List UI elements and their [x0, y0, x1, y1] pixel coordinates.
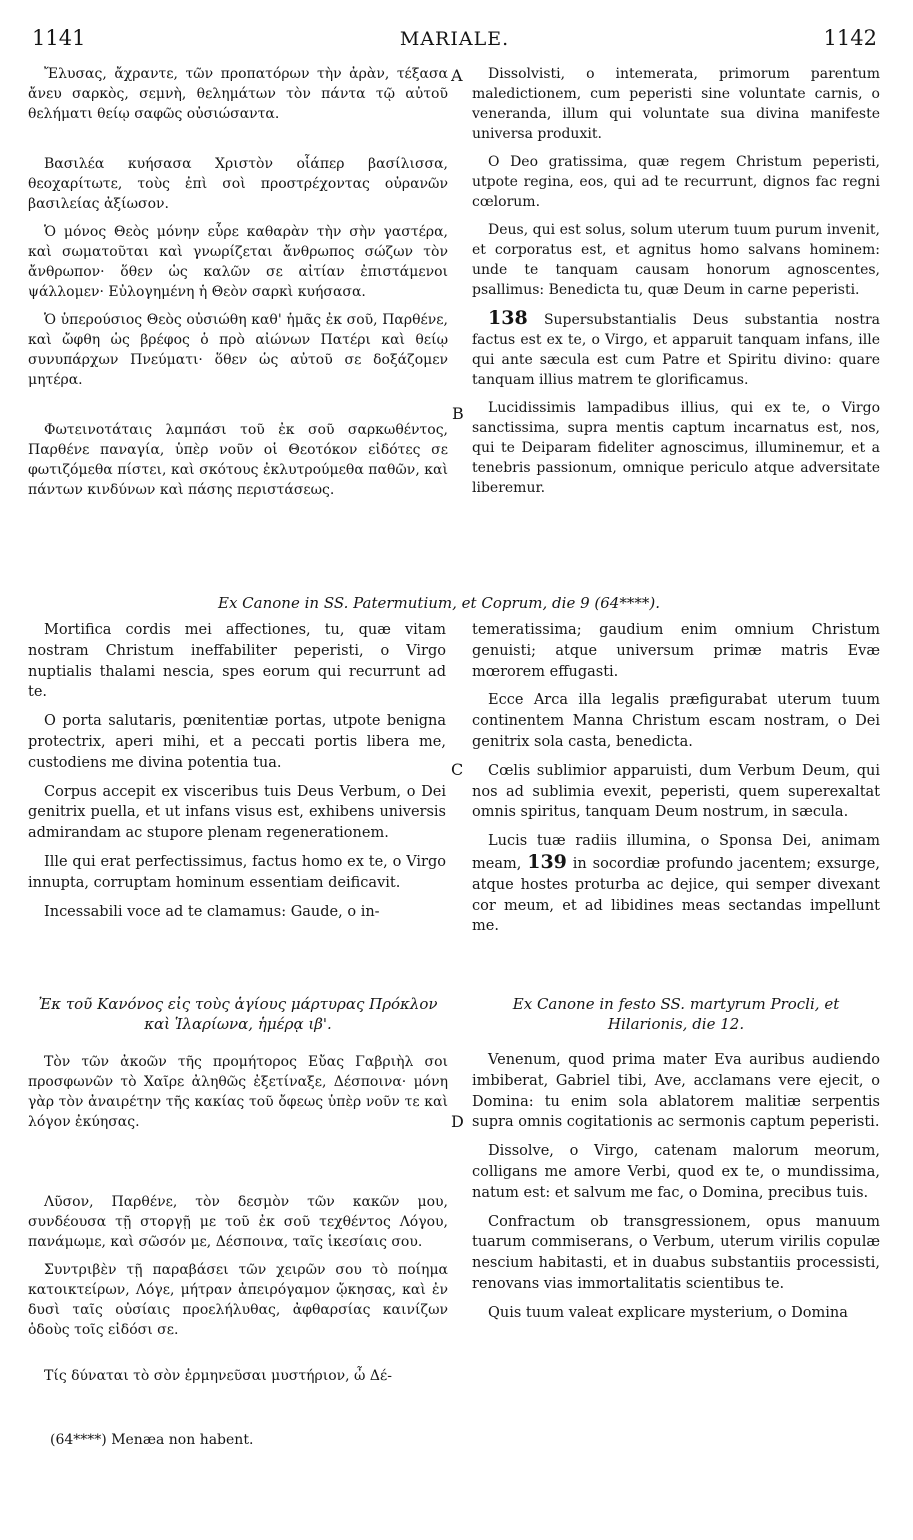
- latin-paragraph: O porta salutaris, pœnitentiæ portas, utpote benigna protectrix, aperi mihi, et a peccati portis libera me, custodiens me divina potentia tua.: [28, 713, 446, 771]
- running-title: MARIALE.: [399, 28, 510, 50]
- latin-paragraph: Mortifica cordis mei affectiones, tu, quæ vitam nostram Christum ineffabiliter peperisti, o Virgo nuptialis thalami nescia, spes eorum qui recurrunt ad te.: [28, 622, 446, 701]
- footnote: (64****) Menæa non habent.: [50, 1432, 254, 1448]
- greek-paragraph: Τίς δύναται τὸ σὸν ἑρμηνεῦσαι μυστήριον, ὦ Δέ-: [44, 1368, 393, 1384]
- section2-heading: Ex Canone in SS. Patermutium, et Coprum, die 9 (64****).: [218, 594, 660, 612]
- section3-greek-column: [28, 1052, 448, 1386]
- greek-paragraph: Βασιλέα κυήσασα Χριστὸν οἷάπερ βασίλισσα, θεοχαρίτωτε, τοὺς ἐπὶ σοὶ προστρέχοντας οὐρανῶν βασιλείας ἀξίωσον.: [28, 156, 448, 212]
- latin-paragraph: Venenum, quod prima mater Eva auribus audiendo imbiberat, Gabriel tibi, Ave, acclamans vere ejecit, o Domina: tu enim sola ablatorem malitiæ serpentis supra omnis cogitationis ac sermonis captum peperisti.: [472, 1052, 880, 1131]
- section3-latin-heading: Ex Canone in festo SS. martyrum Procli, et Hilarionis, die 12.: [512, 995, 840, 1033]
- latin-paragraph: Cœlis sublimior apparuisti, dum Verbum Deum, qui nos ad sublimia evexit, peperisti, quem superexaltat omnis spiritus, tanquam Deum nostrum, in sæcula.: [472, 762, 880, 821]
- page-number-right: 1142: [823, 26, 877, 50]
- latin-paragraph-138: [472, 308, 880, 390]
- latin-paragraph-text: Lucis tuæ radiis illumina, o Sponsa Dei, animam meam,: [472, 833, 880, 872]
- margin-marker-c: C: [451, 760, 464, 779]
- margin-marker-d: D: [451, 1112, 464, 1131]
- section3-latin-column: [472, 1050, 880, 1324]
- latin-paragraph: temeratissima; gaudium enim omnium Christum genuisti; atque universum primæ matris Evæ mœrorem effugasti.: [472, 622, 880, 680]
- column-number-138: 138: [488, 307, 528, 329]
- section2-right-column: [472, 620, 880, 937]
- latin-paragraph-text: Supersubstantialis Deus substantia nostra factus est ex te, o Virgo, et apparuit tanquam infans, ille qui ante sæcula est cum Patre et Spiritu divino: quare tanquam illius matrem te glorificamus.: [472, 312, 880, 388]
- latin-paragraph: Confractum ob transgressionem, opus manuum tuarum commiserans, o Verbum, uterum virilis copulæ nescium habitasti, et in duabus substantiis processisti, renovans vias immortalitatis scientibus te.: [472, 1213, 880, 1292]
- margin-marker-b: B: [452, 404, 464, 423]
- section2-left-column: [28, 620, 446, 922]
- latin-paragraph: Ille qui erat perfectissimus, factus homo ex te, o Virgo innupta, corruptam hominum essentiam deificavit.: [28, 853, 446, 891]
- page-header: [32, 26, 877, 56]
- latin-paragraph: Incessabili voce ad te clamamus: Gaude, o in-: [44, 903, 380, 920]
- latin-paragraph: Dissolve, o Virgo, catenam malorum meorum, colligans me amore Verbi, quod ex te, o mundissima, natum est: et salvum me fac, o Domina, precibus tuis.: [472, 1143, 880, 1201]
- greek-paragraph: Συντριβὲν τῇ παραβάσει τῶν χειρῶν σου τὸ ποίημα κατοικτείρων, Λόγε, μήτραν ἀπειρόγαμον ᾤκησας, καὶ ἐν δυσὶ ταῖς οὐσίαις προελήλυθας, ἀφθαρσίας καινίζων ὁδοὺς τοῖς εἰδόσι σε.: [28, 1262, 448, 1338]
- latin-paragraph: Lucidissimis lampadibus illius, qui ex te, o Virgo sanctissima, supra mentis captum incarnatus est, nos, qui te Deiparam fideliter agnoscimus, illuminemur, et a tenebris passionum, omnique periculo atque adversitate liberemur.: [472, 400, 880, 496]
- greek-paragraph: Λῦσον, Παρθένε, τὸν δεσμὸν τῶν κακῶν μου, συνδέουσα τῇ στοργῇ με τοῦ ἐκ σοῦ τεχθέντος Λόγου, πανάμωμε, καὶ σῶσόν με, Δέσποινα, ταῖς ἱκεσίαις σου.: [28, 1194, 448, 1250]
- greek-paragraph: Ὁ μόνος Θεὸς μόνην εὗρε καθαρὰν τὴν σὴν γαστέρα, καὶ σωματοῦται καὶ γνωρίζεται ἄνθρωπος σώζων τὸν ἄνθρωπον· ὅθεν ὡς καλῶν σε αἰτίαν ἐπιστάμενοι ψάλλομεν· Εὐλογημένη ἡ Θεὸν σαρκὶ κυήσασα.: [28, 224, 448, 300]
- latin-paragraph: Ecce Arca illa legalis præfigurabat uterum tuum continentem Manna Christum escam nostram, o Dei genitrix sola casta, benedicta.: [472, 692, 880, 750]
- latin-paragraph-text: in socordiæ profundo jacentem; exsurge, atque hostes proturba ac dejice, qui semper divexant cor meum, et ad libidines meas sectandas impellunt me.: [472, 855, 880, 935]
- latin-paragraph: Dissolvisti, o intemerata, primorum parentum maledictionem, cum peperisti sine voluntate carnis, o veneranda, illum qui voluntate sua divina manifeste universa produxit.: [472, 66, 880, 142]
- greek-paragraph: Τὸν τῶν ἀκοῶν τῆς προμήτορος Εὔας Γαβριὴλ σοι προσφωνῶν τὸ Χαῖρε ἀληθῶς ἐξετίναξε, Δέσποινα· μόνη γὰρ τὸν ἀναιρέτην τῆς κακίας τοῦ ὄφεως ὑπὲρ νοῦν τε καὶ λόγον ἐκύησας.: [28, 1054, 448, 1130]
- section1-greek-column: [28, 64, 448, 500]
- greek-paragraph: Φωτεινοτάταις λαμπάσι τοῦ ἐκ σοῦ σαρκωθέντος, Παρθένε παναγία, ὑπὲρ νοῦν οἱ Θεοτόκον εἰδότες σε φωτιζόμεθα πίστει, καὶ σκότους ἐκλυτρούμεθα παθῶν, καὶ πάντων κινδύνων καὶ πάσης περιστάσεως.: [28, 422, 448, 498]
- latin-paragraph-139: [472, 831, 880, 937]
- margin-marker-a: A: [451, 66, 463, 85]
- page-number-left: 1141: [32, 26, 86, 50]
- greek-paragraph: Ἔλυσας, ἄχραντε, τῶν προπατόρων τὴν ἀρὰν, τέξασα ἄνευ σαρκὸς, σεμνὴ, θελημάτων τὸν πάντα τῷ αὐτοῦ θελήματι θείῳ σαφῶς οὐσιώσαντα.: [28, 66, 448, 122]
- greek-paragraph: Ὁ ὑπερούσιος Θεὸς οὐσιώθη καθ' ἡμᾶς ἐκ σοῦ, Παρθένε, καὶ ὤφθη ὡς βρέφος ὁ πρὸ αἰώνων Πατέρι καὶ θείῳ συνυπάρχων Πνεύματι· ὅθεν ὡς αὐτοῦ σε δοξάζομεν μητέρα.: [28, 312, 448, 388]
- latin-paragraph: O Deo gratissima, quæ regem Christum peperisti, utpote regina, eos, qui ad te recurrunt, dignos fac regni cœlorum.: [472, 154, 880, 210]
- section3-greek-heading: Ἐκ τοῦ Κανόνος εἰς τοὺς ἁγίους μάρτυρας Πρόκλον καὶ Ἱλαρίωνα, ἡμέρᾳ ιβ'.: [38, 995, 438, 1033]
- latin-paragraph: Quis tuum valeat explicare mysterium, o Domina: [488, 1304, 848, 1321]
- section1-latin-column: [472, 64, 880, 498]
- column-number-139: 139: [527, 850, 567, 873]
- latin-paragraph: Corpus accepit ex visceribus tuis Deus Verbum, o Dei genitrix puella, et ut infans visus est, exhibens universis admirandam ac stupore plenam regenerationem.: [28, 783, 446, 842]
- latin-paragraph: Deus, qui est solus, solum uterum tuum purum invenit, et corporatus est, et agnitus homo salvans hominem: unde te tanquam causam honorum agnoscentes, psallimus: Benedicta tu, quæ Deum in carne peperisti.: [472, 222, 880, 298]
